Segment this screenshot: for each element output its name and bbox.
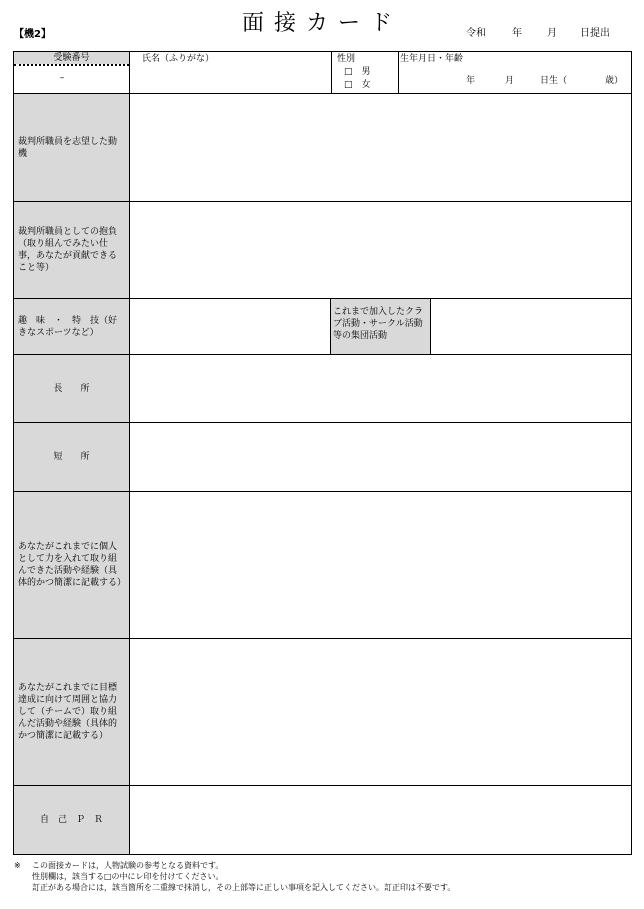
row-label-motivation: 裁判所職員を志望した動機 [18,136,118,159]
answer-team-activity[interactable] [130,639,631,785]
row-label-hobbies: 趣 味 ・ 特 技（好きなスポーツなど） [18,315,118,338]
divider [398,51,399,94]
birth-age[interactable]: 歳） [605,76,624,86]
answer-self-pr[interactable] [130,786,631,854]
row-label-weaknesses: 短 所 [53,452,90,462]
note-mark: ※ [14,861,21,870]
birth-label: 生年月日・年齢 [400,54,464,64]
row-label-individual-activity: あなたがこれまでに個人として力を入れて取り組んできた活動や経験（具体的かつ簡潔に記載する） [18,542,127,588]
birth-day[interactable]: 日生（ [540,76,568,86]
page-title: 面接カード [241,11,402,36]
exam-number-label: 受験番号 [53,53,90,63]
birth-year[interactable]: 年 [466,76,476,86]
row-label-club-activities: これまで加入したクラブ活動・サークル活動等の集団活動 [333,307,424,341]
gender-label: 性別 [337,54,356,64]
date-year: 年 [512,28,522,39]
gender-female-checkbox[interactable]: □ 女 [344,80,371,90]
date-month: 月 [547,28,557,39]
answer-individual-activity[interactable] [130,492,631,638]
name-field[interactable] [130,66,330,93]
date-day-submit: 日提出 [580,28,610,39]
date-era: 令和 [466,28,486,39]
name-label: 氏名（ふりがな） [142,54,215,64]
divider [331,51,332,94]
answer-club-activities[interactable] [431,299,631,354]
note-line-2: 性別欄は，該当する□の中にレ印を付けてください。 [32,872,224,881]
answer-aspiration[interactable] [130,202,631,298]
row-label-aspiration: 裁判所職員としての抱負（取り組んでみたい仕事，あなたが貢献できること等） [18,227,118,273]
exam-number-dash[interactable]: – [59,73,65,83]
gender-male-checkbox[interactable]: □ 男 [344,67,371,77]
row-label-strengths: 長 所 [53,383,90,394]
row-label-self-pr: 自 己 Ｐ Ｒ [39,815,103,825]
answer-strengths[interactable] [130,355,631,422]
row-label-team-activity: あなたがこれまでに目標達成に向けて周囲と協力して（チームで）取り組んだ活動や経験（具体的かつ簡潔に記載する） [18,683,118,741]
answer-weaknesses[interactable] [130,423,631,491]
exam-number-divider [14,64,129,66]
birth-month[interactable]: 月 [505,76,515,86]
note-line-3: 訂正がある場合には，該当箇所を二重線で抹消し，その上部等に正しい事項を記入してください。訂正印は不要です。 [32,883,456,892]
answer-hobbies[interactable] [130,299,330,354]
note-line-1: この面接カードは，人物試験の参考となる資料です。 [32,861,224,870]
answer-motivation[interactable] [130,94,631,201]
form-tag: 【機2】 [14,29,51,40]
